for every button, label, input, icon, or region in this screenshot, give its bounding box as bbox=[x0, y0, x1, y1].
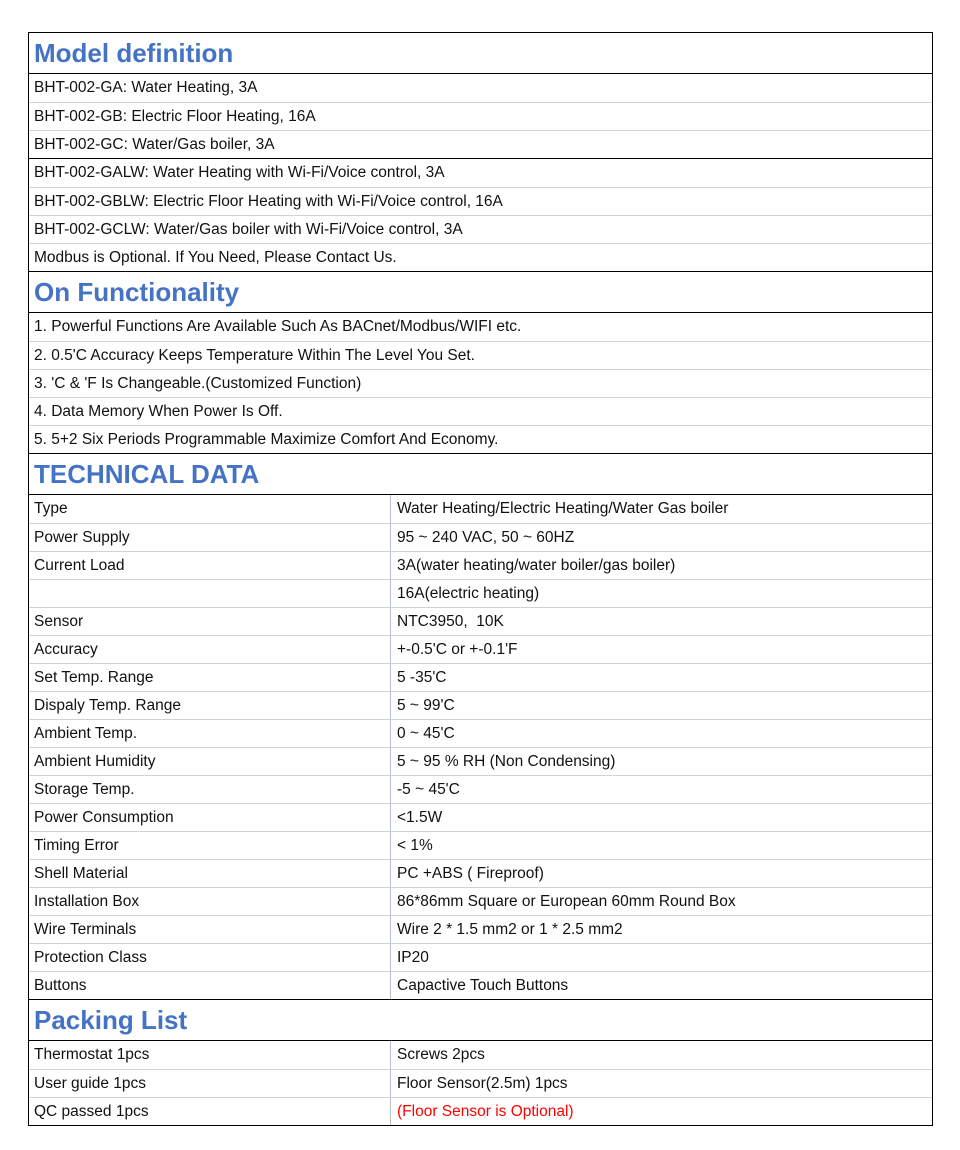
spec-value: IP20 bbox=[390, 944, 932, 971]
spec-value: -5 ~ 45'C bbox=[390, 776, 932, 803]
table-row bbox=[29, 579, 932, 607]
table-row bbox=[29, 943, 932, 971]
spec-value: Capactive Touch Buttons bbox=[390, 972, 932, 999]
spec-label: Power Supply bbox=[34, 528, 130, 546]
section-functionality bbox=[29, 272, 932, 313]
spec-sheet bbox=[28, 32, 933, 1126]
table-row bbox=[29, 551, 932, 579]
table-row bbox=[29, 719, 932, 747]
table-row bbox=[29, 831, 932, 859]
table-row bbox=[29, 607, 932, 635]
table-row bbox=[29, 859, 932, 887]
model-entry: BHT-002-GB: Electric Floor Heating, 16A bbox=[34, 107, 316, 125]
spec-label: Wire Terminals bbox=[34, 920, 137, 938]
spec-label: Shell Material bbox=[34, 864, 128, 882]
table-row bbox=[29, 495, 932, 523]
table-row bbox=[29, 775, 932, 803]
spec-value: 0 ~ 45'C bbox=[390, 720, 932, 747]
table-row bbox=[29, 397, 932, 425]
table-row bbox=[29, 425, 932, 453]
table-row bbox=[29, 1041, 932, 1069]
model-entry: BHT-002-GALW: Water Heating with Wi-Fi/Voice control, 3A bbox=[34, 164, 445, 181]
table-row bbox=[29, 74, 932, 102]
spec-value: PC +ABS ( Fireproof) bbox=[390, 860, 932, 887]
table-row bbox=[29, 159, 932, 187]
spec-value: 5 -35'C bbox=[390, 664, 932, 691]
spec-label: Dispaly Temp. Range bbox=[34, 696, 182, 714]
modbus-note: Modbus is Optional. If You Need, Please Contact Us. bbox=[34, 248, 397, 266]
spec-value: 5 ~ 99'C bbox=[390, 692, 932, 719]
table-row bbox=[29, 187, 932, 215]
spec-label bbox=[29, 580, 390, 607]
spec-label: Timing Error bbox=[34, 836, 119, 854]
spec-value: 86*86mm Square or European 60mm Round Box bbox=[390, 888, 932, 915]
table-row bbox=[29, 691, 932, 719]
table-row bbox=[29, 102, 932, 130]
model-definition-group1 bbox=[29, 74, 932, 159]
packing-list-table bbox=[29, 1041, 932, 1125]
spec-label: Accuracy bbox=[34, 640, 98, 658]
spec-label: Installation Box bbox=[34, 892, 140, 910]
section-technical-data bbox=[29, 454, 932, 495]
spec-value: <1.5W bbox=[390, 804, 932, 831]
table-row bbox=[29, 887, 932, 915]
table-row bbox=[29, 243, 932, 271]
functionality-item: 1. Powerful Functions Are Available Such As BACnet/Modbus/WIFI etc. bbox=[34, 318, 522, 335]
spec-label: Sensor bbox=[34, 612, 84, 630]
spec-value: NTC3950, 10K bbox=[390, 608, 932, 635]
spec-label: Type bbox=[34, 500, 68, 517]
table-row bbox=[29, 130, 932, 158]
functionality-list bbox=[29, 313, 932, 454]
spec-value: 5 ~ 95 % RH (Non Condensing) bbox=[390, 748, 932, 775]
technical-data-title: TECHNICAL DATA bbox=[34, 458, 260, 489]
table-row bbox=[29, 1069, 932, 1097]
spec-value: 3A(water heating/water boiler/gas boiler) bbox=[390, 552, 932, 579]
model-entry: BHT-002-GCLW: Water/Gas boiler with Wi-Fi/Voice control, 3A bbox=[34, 220, 463, 238]
model-definition-group2 bbox=[29, 159, 932, 272]
spec-value: Wire 2 * 1.5 mm2 or 1 * 2.5 mm2 bbox=[390, 916, 932, 943]
spec-label: Storage Temp. bbox=[34, 780, 135, 798]
functionality-item: 5. 5+2 Six Periods Programmable Maximize Comfort And Economy. bbox=[34, 430, 499, 448]
spec-label: Set Temp. Range bbox=[34, 668, 154, 686]
model-entry: BHT-002-GC: Water/Gas boiler, 3A bbox=[34, 135, 275, 153]
spec-value: +-0.5'C or +-0.1'F bbox=[390, 636, 932, 663]
packing-item: Screws 2pcs bbox=[390, 1041, 932, 1069]
functionality-item: 4. Data Memory When Power Is Off. bbox=[34, 402, 283, 420]
spec-value: 95 ~ 240 VAC, 50 ~ 60HZ bbox=[390, 524, 932, 551]
table-row bbox=[29, 215, 932, 243]
packing-item: Thermostat 1pcs bbox=[34, 1046, 150, 1063]
table-row bbox=[29, 803, 932, 831]
floor-sensor-optional-note: (Floor Sensor is Optional) bbox=[390, 1098, 932, 1125]
spec-label: Ambient Temp. bbox=[34, 724, 138, 742]
model-definition-title: Model definition bbox=[34, 37, 234, 68]
spec-label: Protection Class bbox=[34, 948, 147, 966]
functionality-item: 3. 'C & 'F Is Changeable.(Customized Function) bbox=[34, 374, 362, 392]
table-row bbox=[29, 341, 932, 369]
spec-label: Ambient Humidity bbox=[34, 752, 156, 770]
spec-label: Current Load bbox=[34, 556, 125, 574]
spec-value: Water Heating/Electric Heating/Water Gas boiler bbox=[390, 495, 932, 523]
table-row bbox=[29, 1097, 932, 1125]
packing-list-title: Packing List bbox=[34, 1004, 188, 1035]
table-row bbox=[29, 313, 932, 341]
packing-item: User guide 1pcs bbox=[34, 1074, 147, 1092]
table-row bbox=[29, 915, 932, 943]
table-row bbox=[29, 747, 932, 775]
functionality-title: On Functionality bbox=[34, 276, 240, 307]
spec-value: 16A(electric heating) bbox=[390, 580, 932, 607]
table-row bbox=[29, 971, 932, 999]
packing-item: Floor Sensor(2.5m) 1pcs bbox=[390, 1070, 932, 1097]
functionality-item: 2. 0.5'C Accuracy Keeps Temperature Within The Level You Set. bbox=[34, 346, 475, 364]
technical-data-table bbox=[29, 495, 932, 1000]
section-packing-list bbox=[29, 1000, 932, 1041]
table-row bbox=[29, 523, 932, 551]
table-row bbox=[29, 369, 932, 397]
model-entry: BHT-002-GA: Water Heating, 3A bbox=[34, 79, 258, 96]
spec-value: < 1% bbox=[390, 832, 932, 859]
section-model-definition bbox=[29, 33, 932, 74]
spec-label: Buttons bbox=[34, 976, 87, 994]
model-entry: BHT-002-GBLW: Electric Floor Heating with Wi-Fi/Voice control, 16A bbox=[34, 192, 503, 210]
table-row bbox=[29, 635, 932, 663]
packing-item: QC passed 1pcs bbox=[34, 1102, 149, 1120]
spec-label: Power Consumption bbox=[34, 808, 174, 826]
table-row bbox=[29, 663, 932, 691]
